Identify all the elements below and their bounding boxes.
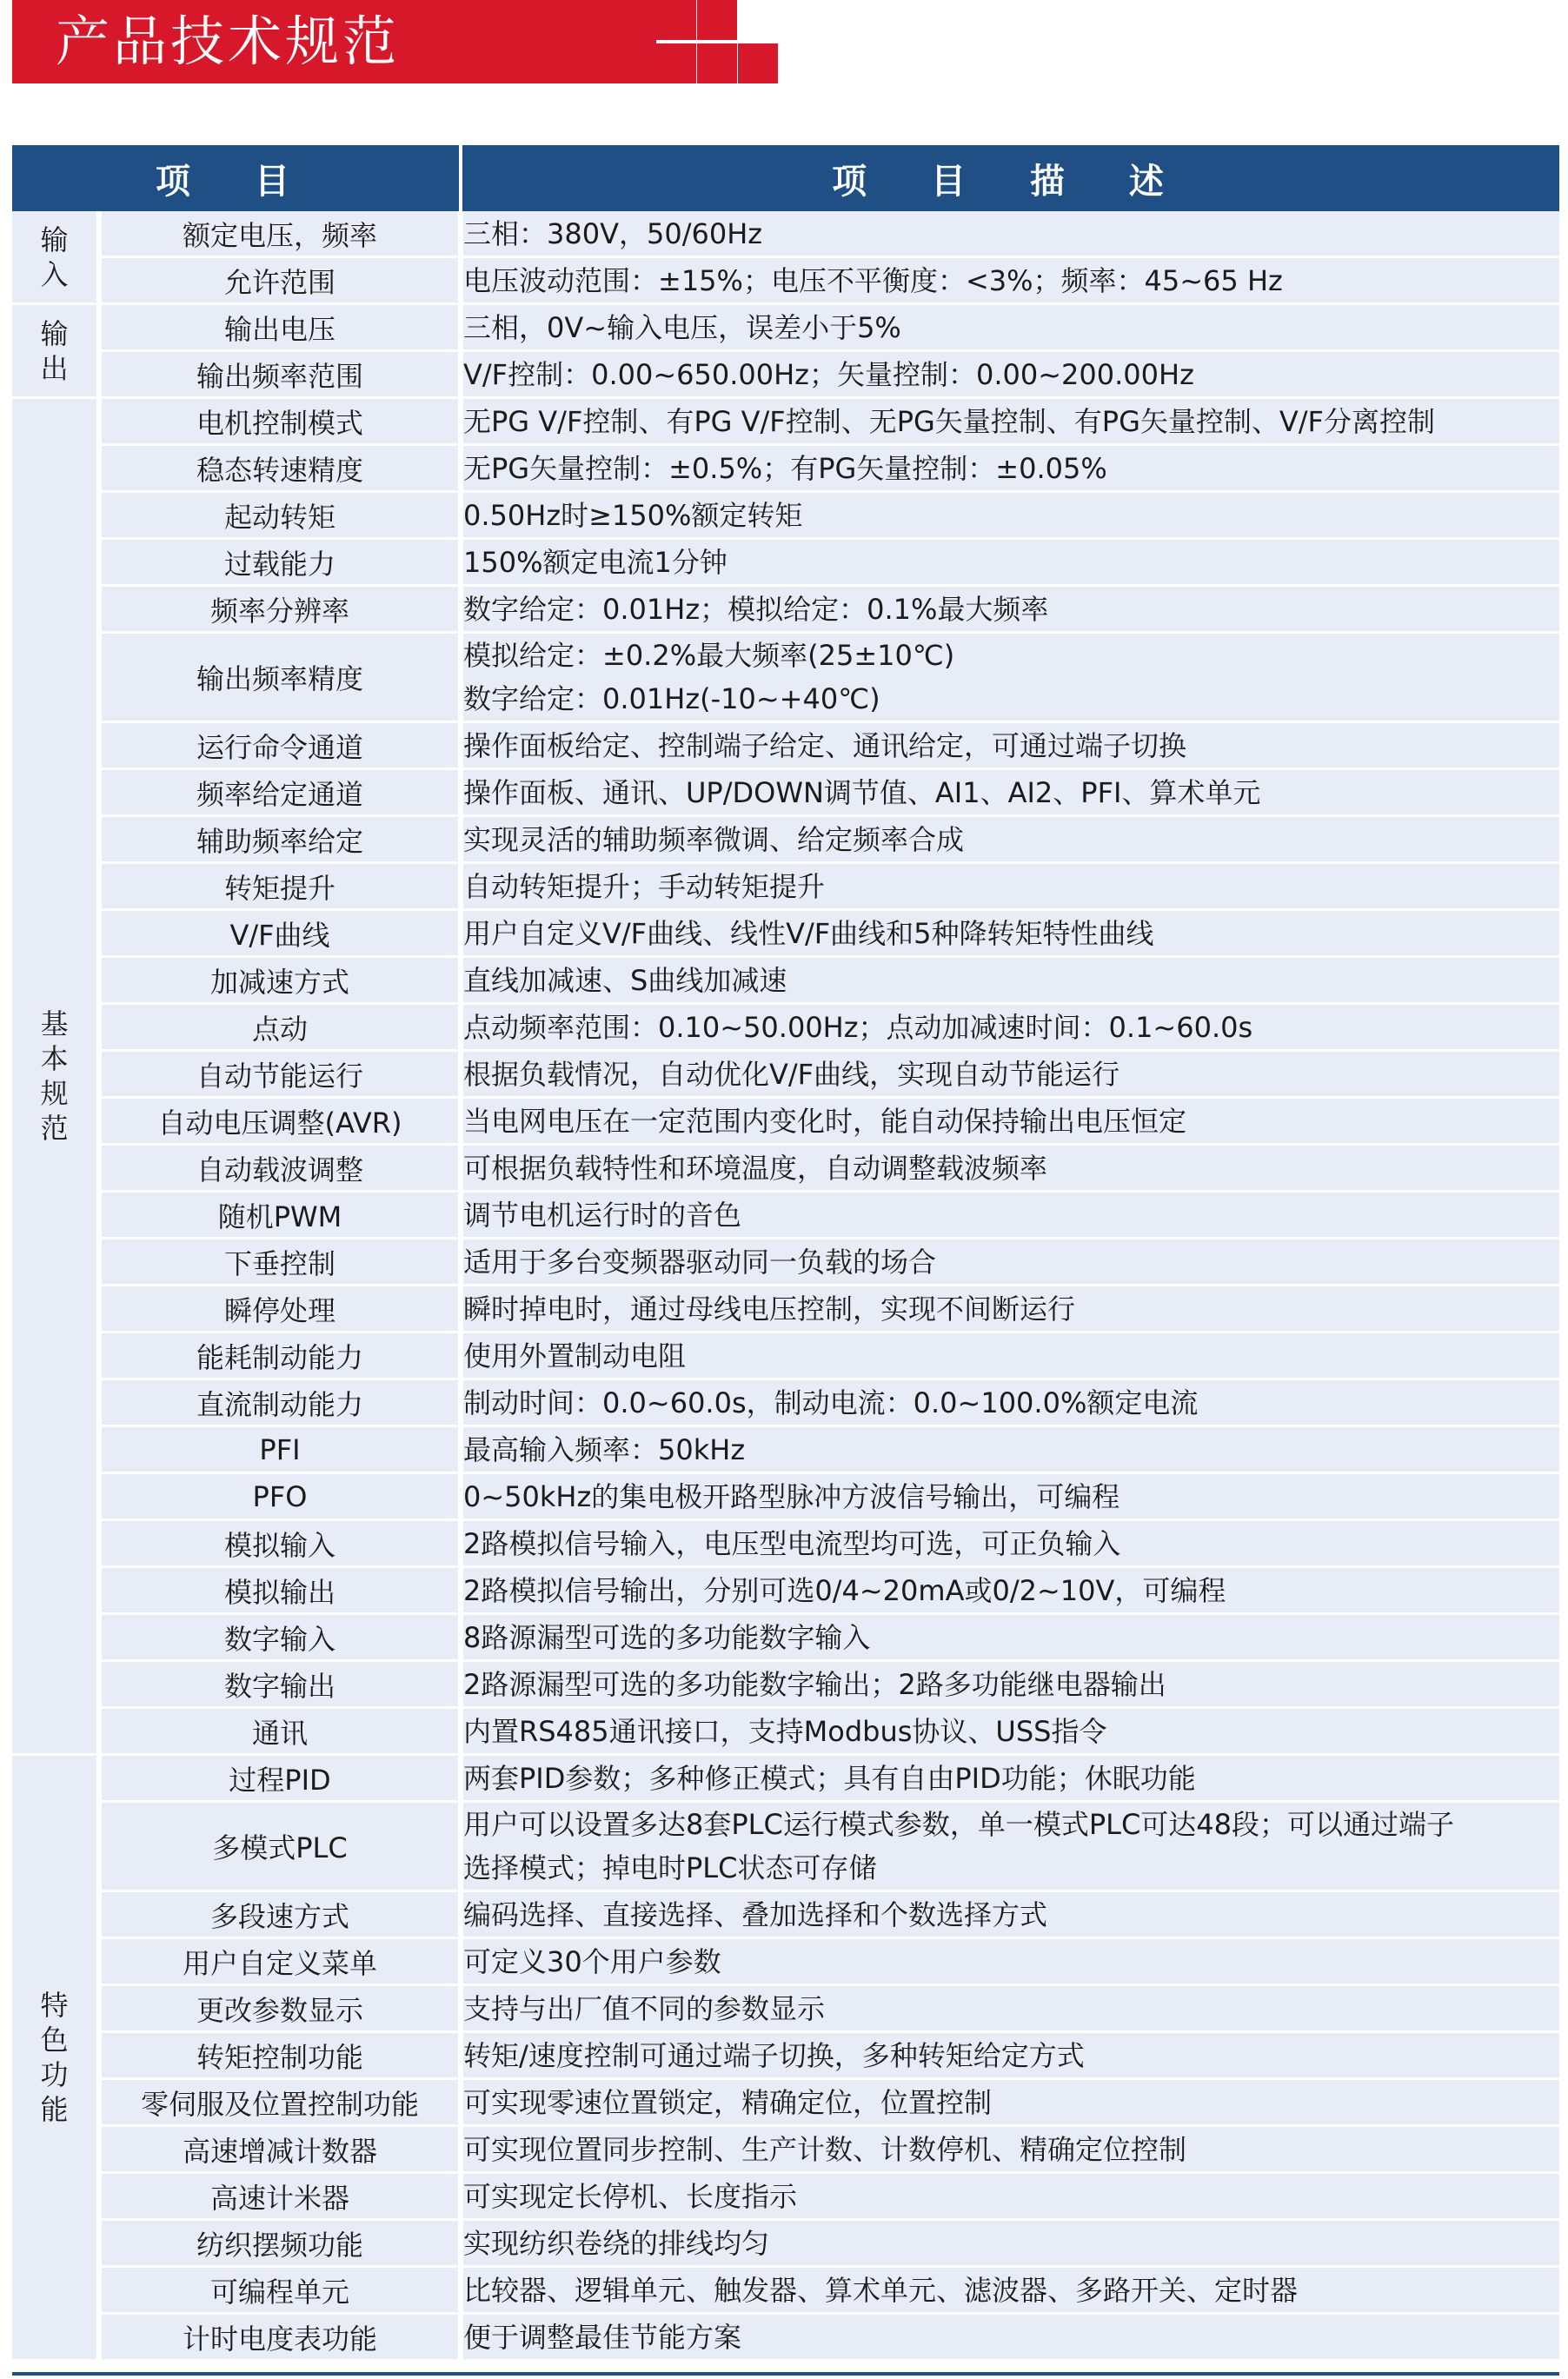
table-row (12, 1473, 1559, 1520)
spec-desc-line: 调节电机运行时的音色 (463, 1198, 742, 1232)
spec-name-cell: 点动 (99, 1004, 461, 1051)
spec-desc-line: 编码选择、直接选择、叠加选择和个数选择方式 (463, 1897, 1048, 1931)
spec-desc-line: 可实现位置同步控制、生产计数、计数停机、精确定位控制 (463, 2132, 1187, 2166)
spec-desc-line: 比较器、逻辑单元、触发器、算术单元、滤波器、多路开关、定时器 (463, 2273, 1299, 2307)
category-cell (12, 304, 99, 398)
spec-desc-line: 三相：380V，50/60Hz (463, 216, 763, 250)
table-row (12, 910, 1559, 957)
spec-desc-line: 0~50kHz的集电极开路型脉冲方波信号输出，可编程 (463, 1479, 1120, 1513)
column-header-item: 项 目 (12, 145, 461, 211)
table-row (12, 2079, 1559, 2126)
spec-desc-line: 选择模式；掉电时PLC状态可存储 (463, 1851, 877, 1884)
spec-desc-line: 点动频率范围：0.10~50.00Hz；点动加减速时间：0.1~60.0s (463, 1010, 1253, 1044)
spec-desc-line: 当电网电压在一定范围内变化时，能自动保持输出电压恒定 (463, 1104, 1187, 1138)
spec-desc-line: 两套PID参数；多种修正模式；具有自由PID功能；休眠功能 (463, 1761, 1196, 1795)
spec-desc-cell (461, 1239, 1559, 1286)
spec-name-cell: 纺织摆频功能 (99, 2220, 461, 2267)
spec-desc-line: 数字给定：0.01Hz(-10~+40℃) (463, 682, 880, 715)
spec-name-cell: 额定电压，频率 (99, 211, 461, 257)
category-cell (12, 398, 99, 1755)
table-row (12, 2220, 1559, 2267)
spec-desc-cell (461, 1661, 1559, 1708)
table-row (12, 1051, 1559, 1098)
spec-desc-line: 最高输入频率：50kHz (463, 1432, 746, 1466)
spec-name-cell: 过载能力 (99, 539, 461, 586)
spec-name-cell: 运行命令通道 (99, 722, 461, 769)
spec-desc-cell (461, 2126, 1559, 2173)
spec-name-cell: 模拟输入 (99, 1520, 461, 1567)
spec-name-cell: 自动电压调整(AVR) (99, 1098, 461, 1145)
table-row (12, 1938, 1559, 1985)
table-row (12, 1426, 1559, 1473)
spec-desc-cell (461, 2173, 1559, 2220)
spec-desc-cell (461, 398, 1559, 445)
table-row (12, 1567, 1559, 1614)
table-row (12, 1708, 1559, 1755)
spec-name-cell: 频率给定通道 (99, 769, 461, 816)
table-row (12, 351, 1559, 398)
spec-table (12, 145, 1559, 2362)
spec-desc-line: 2路模拟信号输入，电压型电流型均可选，可正负输入 (463, 1526, 1121, 1560)
spec-desc-cell (461, 1051, 1559, 1098)
spec-desc-line: 自动转矩提升；手动转矩提升 (463, 869, 826, 903)
spec-desc-cell (461, 1332, 1559, 1379)
spec-desc-cell (461, 1379, 1559, 1426)
spec-desc-cell (461, 1985, 1559, 2032)
spec-desc-line: 可根据负载特性和环境温度，自动调整载波频率 (463, 1151, 1048, 1185)
spec-desc-line: 操作面板、通讯、UP/DOWN调节值、AI1、AI2、PFI、算术单元 (463, 775, 1261, 809)
table-row (12, 1239, 1559, 1286)
category-label: 输入 (40, 223, 69, 291)
table-row (12, 633, 1559, 722)
spec-desc-line: 8路源漏型可选的多功能数字输入 (463, 1620, 871, 1654)
spec-desc-line: 实现灵活的辅助频率微调、给定频率合成 (463, 822, 965, 856)
spec-desc-cell (461, 1708, 1559, 1755)
spec-desc-cell (461, 1802, 1559, 1891)
spec-desc-line: 实现纺织卷绕的排线均匀 (463, 2226, 770, 2260)
spec-name-cell: PFI (99, 1426, 461, 1473)
decor-square (656, 0, 696, 40)
category-cell (12, 211, 99, 304)
spec-desc-line: 150%额定电流1分钟 (463, 545, 728, 579)
spec-desc-cell (461, 257, 1559, 304)
category-label: 基本规范 (40, 1007, 69, 1145)
spec-desc-cell (461, 769, 1559, 816)
table-row (12, 957, 1559, 1004)
spec-desc-cell (461, 492, 1559, 539)
spec-name-cell: 起动转矩 (99, 492, 461, 539)
table-row (12, 1332, 1559, 1379)
spec-desc-cell (461, 2314, 1559, 2361)
table-row (12, 492, 1559, 539)
spec-desc-cell (461, 633, 1559, 722)
category-label: 输出 (40, 316, 69, 385)
table-row (12, 1985, 1559, 2032)
table-row (12, 586, 1559, 633)
spec-desc-line: 数字给定：0.01Hz；模拟给定：0.1%最大频率 (463, 592, 1049, 626)
table-row (12, 816, 1559, 863)
table-row (12, 1192, 1559, 1239)
spec-name-cell: 瞬停处理 (99, 1286, 461, 1332)
spec-desc-line: 无PG矢量控制：±0.5%；有PG矢量控制：±0.05% (463, 451, 1107, 485)
spec-desc-line: 转矩/速度控制可通过端子切换，多种转矩给定方式 (463, 2038, 1085, 2072)
table-row (12, 211, 1559, 257)
table-row (12, 769, 1559, 816)
spec-name-cell: 计时电度表功能 (99, 2314, 461, 2361)
spec-desc-cell (461, 1145, 1559, 1192)
spec-desc-cell (461, 1426, 1559, 1473)
spec-desc-cell (461, 445, 1559, 492)
table-row (12, 2267, 1559, 2314)
spec-name-cell: 通讯 (99, 1708, 461, 1755)
spec-desc-line: 制动时间：0.0~60.0s，制动电流：0.0~100.0%额定电流 (463, 1386, 1199, 1419)
table-row (12, 1004, 1559, 1051)
spec-name-cell: 自动载波调整 (99, 1145, 461, 1192)
spec-desc-cell (461, 1755, 1559, 1802)
decor-square (656, 43, 696, 83)
table-header-row (12, 145, 1559, 211)
spec-desc-line: V/F控制：0.00~650.00Hz；矢量控制：0.00~200.00Hz (463, 357, 1194, 391)
spec-desc-cell (461, 2220, 1559, 2267)
spec-name-cell: 零伺服及位置控制功能 (99, 2079, 461, 2126)
spec-desc-cell (461, 1192, 1559, 1239)
column-header-description: 项 目 描 述 (461, 145, 1559, 211)
table-row (12, 863, 1559, 910)
spec-desc-line: 可定义30个用户参数 (463, 1944, 721, 1978)
spec-desc-cell (461, 1567, 1559, 1614)
spec-name-cell: 加减速方式 (99, 957, 461, 1004)
table-row (12, 1098, 1559, 1145)
spec-name-cell: 高速增减计数器 (99, 2126, 461, 2173)
spec-desc-cell (461, 816, 1559, 863)
spec-name-cell: 更改参数显示 (99, 1985, 461, 2032)
table-row (12, 1891, 1559, 1938)
table-row (12, 398, 1559, 445)
table-row (12, 1145, 1559, 1192)
spec-desc-line: 操作面板给定、控制端子给定、通讯给定，可通过端子切换 (463, 728, 1187, 762)
title-banner (12, 0, 656, 83)
table-row (12, 1755, 1559, 1802)
spec-name-cell: 直流制动能力 (99, 1379, 461, 1426)
spec-desc-cell (461, 1614, 1559, 1661)
table-row (12, 304, 1559, 351)
spec-name-cell: 多段速方式 (99, 1891, 461, 1938)
spec-desc-line: 瞬时掉电时，通过母线电压控制，实现不间断运行 (463, 1292, 1076, 1326)
spec-desc-cell (461, 1473, 1559, 1520)
table-row (12, 2314, 1559, 2361)
spec-name-cell: 转矩提升 (99, 863, 461, 910)
spec-desc-cell (461, 304, 1559, 351)
spec-name-cell: 稳态转速精度 (99, 445, 461, 492)
spec-name-cell: 多模式PLC (99, 1802, 461, 1891)
spec-desc-line: 可实现零速位置锁定，精确定位，位置控制 (463, 2085, 993, 2119)
spec-desc-cell (461, 1891, 1559, 1938)
spec-name-cell: 用户自定义菜单 (99, 1938, 461, 1985)
spec-desc-line: 内置RS485通讯接口，支持Modbus协议、USS指令 (463, 1714, 1107, 1748)
spec-name-cell: 自动节能运行 (99, 1051, 461, 1098)
table-row (12, 257, 1559, 304)
spec-desc-line: 根据负载情况，自动优化V/F曲线，实现自动节能运行 (463, 1057, 1120, 1091)
spec-desc-line: 电压波动范围：±15%；电压不平衡度：<3%；频率：45~65 Hz (463, 263, 1283, 297)
spec-name-cell: 下垂控制 (99, 1239, 461, 1286)
spec-desc-line: 用户自定义V/F曲线、线性V/F曲线和5种降转矩特性曲线 (463, 916, 1154, 950)
spec-desc-cell (461, 539, 1559, 586)
table-row (12, 1520, 1559, 1567)
spec-name-cell: 输出频率范围 (99, 351, 461, 398)
table-row (12, 722, 1559, 769)
spec-desc-line: 便于调整最佳节能方案 (463, 2320, 742, 2354)
spec-desc-line: 2路模拟信号输出，分别可选0/4~20mA或0/2~10V，可编程 (463, 1573, 1226, 1607)
decor-square (738, 43, 778, 83)
spec-name-cell: 允许范围 (99, 257, 461, 304)
spec-desc-cell (461, 2079, 1559, 2126)
spec-name-cell: 输出电压 (99, 304, 461, 351)
spec-desc-cell (461, 1286, 1559, 1332)
decor-square (697, 43, 737, 83)
spec-desc-line: 2路源漏型可选的多功能数字输出；2路多功能继电器输出 (463, 1667, 1166, 1701)
table-row (12, 2173, 1559, 2220)
spec-name-cell: 电机控制模式 (99, 398, 461, 445)
decor-square (697, 0, 737, 40)
table-row (12, 1286, 1559, 1332)
spec-name-cell: 数字输入 (99, 1614, 461, 1661)
spec-desc-cell (461, 2267, 1559, 2314)
spec-name-cell: 能耗制动能力 (99, 1332, 461, 1379)
spec-desc-cell (461, 211, 1559, 257)
table-row (12, 1802, 1559, 1891)
spec-name-cell: V/F曲线 (99, 910, 461, 957)
table-row (12, 1614, 1559, 1661)
spec-name-cell: 数字输出 (99, 1661, 461, 1708)
spec-name-cell: 频率分辨率 (99, 586, 461, 633)
table-row (12, 1379, 1559, 1426)
spec-desc-cell (461, 910, 1559, 957)
table-row (12, 445, 1559, 492)
spec-desc-line: 直线加减速、S曲线加减速 (463, 963, 787, 997)
spec-name-cell: 过程PID (99, 1755, 461, 1802)
table-row (12, 2032, 1559, 2079)
spec-desc-line: 支持与出厂值不同的参数显示 (463, 1991, 826, 2025)
category-label: 特色功能 (40, 1989, 69, 2126)
table-row (12, 2126, 1559, 2173)
spec-desc-cell (461, 1098, 1559, 1145)
spec-desc-cell (461, 957, 1559, 1004)
spec-desc-cell (461, 1938, 1559, 1985)
spec-desc-cell (461, 1520, 1559, 1567)
spec-desc-line: 适用于多台变频器驱动同一负载的场合 (463, 1245, 937, 1279)
bottom-rule (12, 2372, 1559, 2376)
spec-name-cell: 转矩控制功能 (99, 2032, 461, 2079)
spec-name-cell: 可编程单元 (99, 2267, 461, 2314)
spec-desc-line: 0.50Hz时≥150%额定转矩 (463, 498, 803, 532)
spec-desc-line: 使用外置制动电阻 (463, 1339, 687, 1372)
spec-desc-line: 可实现定长停机、长度指示 (463, 2179, 798, 2213)
spec-desc-cell (461, 863, 1559, 910)
table-row (12, 539, 1559, 586)
spec-desc-cell (461, 2032, 1559, 2079)
spec-desc-line: 模拟给定：±0.2%最大频率(25±10℃) (463, 639, 955, 672)
spec-name-cell: 输出频率精度 (99, 633, 461, 722)
spec-desc-cell (461, 722, 1559, 769)
category-cell (12, 1755, 99, 2361)
spec-name-cell: 随机PWM (99, 1192, 461, 1239)
page-title: 产品技术规范 (56, 10, 401, 73)
spec-desc-line: 用户可以设置多达8套PLC运行模式参数，单一模式PLC可达48段；可以通过端子 (463, 1808, 1455, 1841)
spec-desc-line: 三相，0V~输入电压，误差小于5% (463, 310, 901, 344)
spec-desc-cell (461, 351, 1559, 398)
spec-desc-cell (461, 586, 1559, 633)
spec-desc-line: 无PG V/F控制、有PG V/F控制、无PG矢量控制、有PG矢量控制、V/F分离控制 (463, 404, 1435, 438)
spec-name-cell: PFO (99, 1473, 461, 1520)
spec-name-cell: 模拟输出 (99, 1567, 461, 1614)
spec-name-cell: 高速计米器 (99, 2173, 461, 2220)
table-row (12, 1661, 1559, 1708)
spec-desc-cell (461, 1004, 1559, 1051)
spec-name-cell: 辅助频率给定 (99, 816, 461, 863)
